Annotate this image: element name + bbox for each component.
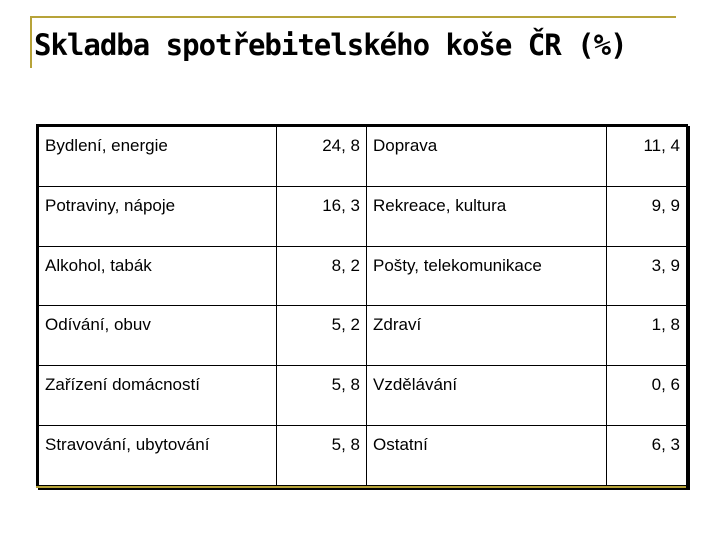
category-left: Alkohol, tabák bbox=[39, 246, 277, 306]
category-left: Zařízení domácností bbox=[39, 366, 277, 426]
category-right: Pošty, telekomunikace bbox=[367, 246, 607, 306]
category-right: Doprava bbox=[367, 127, 607, 187]
value-left: 5, 8 bbox=[277, 366, 367, 426]
category-right: Vzdělávání bbox=[367, 366, 607, 426]
value-right: 3, 9 bbox=[607, 246, 687, 306]
consumer-basket-table bbox=[36, 124, 688, 488]
bottom-accent-line bbox=[36, 486, 686, 488]
category-right: Zdraví bbox=[367, 306, 607, 366]
value-right: 6, 3 bbox=[607, 426, 687, 486]
table-row bbox=[39, 306, 687, 366]
value-right: 9, 9 bbox=[607, 186, 687, 246]
table-row bbox=[39, 127, 687, 187]
value-right: 11, 4 bbox=[607, 127, 687, 187]
left-accent-line bbox=[30, 16, 32, 68]
value-left: 5, 8 bbox=[277, 426, 367, 486]
category-left: Potraviny, nápoje bbox=[39, 186, 277, 246]
table-row bbox=[39, 426, 687, 486]
value-left: 24, 8 bbox=[277, 127, 367, 187]
value-left: 16, 3 bbox=[277, 186, 367, 246]
table-row bbox=[39, 366, 687, 426]
top-accent-line bbox=[30, 16, 676, 18]
category-left: Odívání, obuv bbox=[39, 306, 277, 366]
table-row bbox=[39, 246, 687, 306]
value-right: 0, 6 bbox=[607, 366, 687, 426]
category-left: Bydlení, energie bbox=[39, 127, 277, 187]
category-left: Stravování, ubytování bbox=[39, 426, 277, 486]
value-left: 8, 2 bbox=[277, 246, 367, 306]
value-right: 1, 8 bbox=[607, 306, 687, 366]
slide-title: Skladba spotřebitelského koše ČR (%) bbox=[34, 28, 627, 62]
category-right: Rekreace, kultura bbox=[367, 186, 607, 246]
table-row bbox=[39, 186, 687, 246]
category-right: Ostatní bbox=[367, 426, 607, 486]
value-left: 5, 2 bbox=[277, 306, 367, 366]
